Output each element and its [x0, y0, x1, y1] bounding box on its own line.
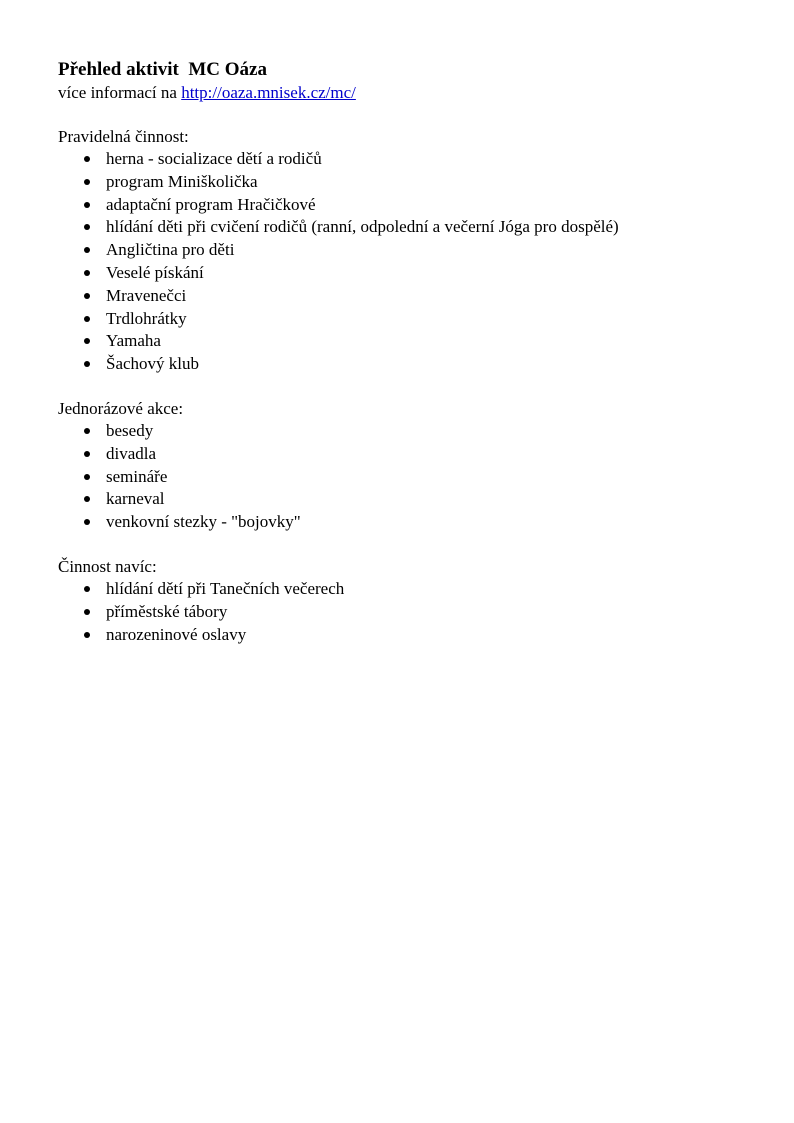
list-item [58, 171, 758, 194]
list-item-text: adaptační program Hračičkové [106, 194, 316, 214]
list-item-text: karneval [106, 489, 165, 509]
list-item-text: hlídání dětí při Tanečních večerech [106, 578, 345, 598]
list-item [58, 443, 758, 466]
one-time-events-list [58, 420, 758, 534]
bullet-icon [84, 586, 90, 592]
bullet-icon [84, 519, 90, 525]
bullet-icon [84, 496, 90, 502]
bullet-icon [84, 632, 90, 638]
bullet-icon [84, 609, 90, 615]
list-item [58, 488, 758, 511]
document-page [58, 58, 758, 646]
bullet-icon [84, 428, 90, 434]
list-item-text: Trdlohrátky [106, 308, 187, 328]
bullet-icon [84, 474, 90, 480]
list-item-text: Angličtina pro děti [106, 240, 235, 260]
list-item [58, 330, 758, 353]
info-line [58, 82, 758, 104]
bullet-icon [84, 316, 90, 322]
list-item [58, 420, 758, 443]
bullet-icon [84, 247, 90, 253]
list-item-text: divadla [106, 443, 157, 463]
bullet-icon [84, 202, 90, 208]
bullet-icon [84, 293, 90, 299]
section-heading: Činnost navíc: [58, 556, 157, 576]
list-item-text: Veselé pískání [106, 262, 204, 282]
list-item [58, 262, 758, 285]
list-item [58, 601, 758, 624]
list-item-text: besedy [106, 420, 154, 440]
list-item-text: hlídání děti při cvičení rodičů (ranní, odpolední a večerní Jóga pro dospělé) [106, 217, 619, 237]
list-item [58, 239, 758, 262]
list-item [58, 511, 758, 534]
bullet-icon [84, 338, 90, 344]
list-item-text: Šachový klub [106, 354, 200, 374]
list-item [58, 216, 758, 239]
bullet-icon [84, 179, 90, 185]
list-item [58, 308, 758, 331]
regular-activities-list [58, 148, 758, 376]
info-prefix: více informací na [58, 83, 182, 102]
list-item [58, 148, 758, 171]
bullet-icon [84, 224, 90, 230]
bullet-icon [84, 270, 90, 276]
bullet-icon [84, 361, 90, 367]
bullet-icon [84, 156, 90, 162]
document-title: Přehled aktivit MC Oáza [58, 59, 267, 80]
list-item-text: program Miniškolička [106, 171, 258, 191]
section-one-time [58, 398, 758, 534]
list-item-text: herna - socializace dětí a rodičů [106, 149, 322, 168]
section-heading: Jednorázové akce: [58, 398, 184, 418]
list-item [58, 466, 758, 489]
bullet-icon [84, 451, 90, 457]
list-item [58, 194, 758, 217]
list-item-text: narozeninové oslavy [106, 624, 247, 644]
list-item-text: Yamaha [106, 331, 161, 351]
extra-activities-list [58, 578, 758, 646]
section-regular [58, 126, 758, 376]
list-item-text: příměstské tábory [106, 601, 228, 621]
section-heading: Pravidelná činnost: [58, 127, 189, 146]
section-extra [58, 556, 758, 646]
list-item-text: venkovní stezky - "bojovky" [106, 512, 301, 532]
list-item [58, 353, 758, 376]
list-item [58, 624, 758, 647]
list-item-text: Mravenečci [106, 285, 187, 305]
list-item-text: semináře [106, 466, 168, 486]
info-link[interactable]: http://oaza.mnisek.cz/mc/ [181, 83, 356, 102]
list-item [58, 285, 758, 308]
list-item [58, 578, 758, 601]
